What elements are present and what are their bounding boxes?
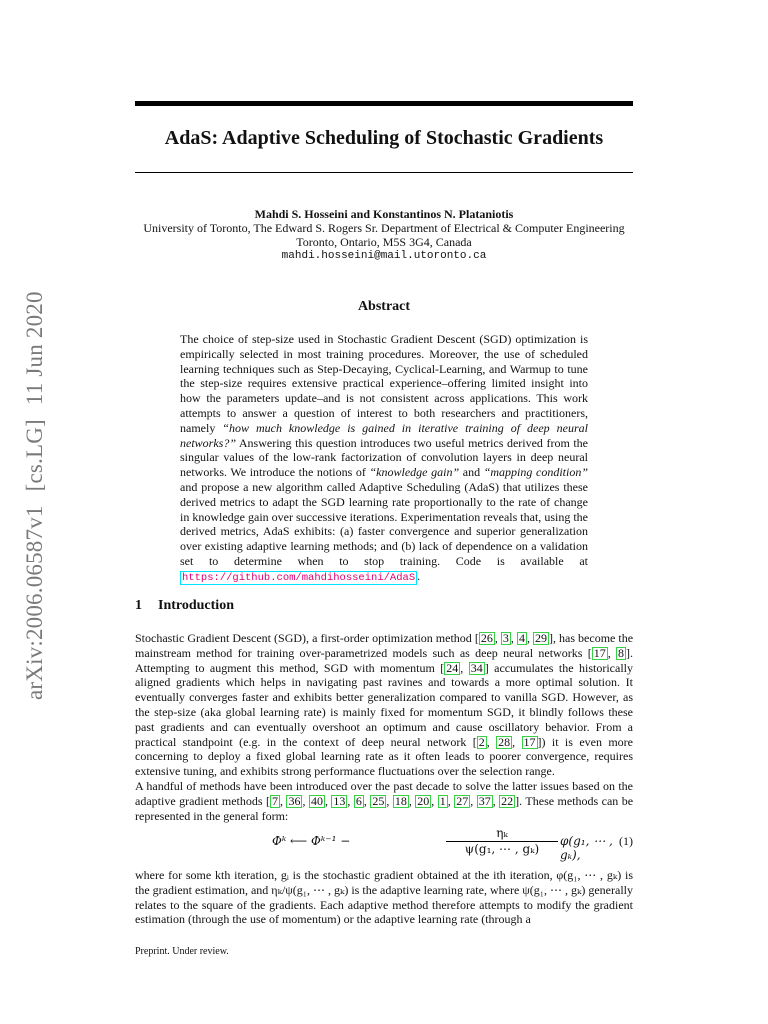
intro-paragraph-3: where for some kth iteration, gᵢ is the stochastic gradient obtained at the ith iteration, φ(g₁, ⋯ , gₖ) is the gradient estimation, and ηₖ/ψ(g₁, ⋯ , gₖ) is the adaptive learning rate, where ψ(g₁, ⋯ , gₖ) generally relates to the square of the gradients. Each adaptive method therefore attempts to modify the gradient estimation (through the use of momentum) or the adaptive learning rate (through a	[135, 868, 633, 927]
author-email[interactable]: mahdi.hosseini@mail.utoronto.ca	[281, 250, 487, 262]
equation-rhs: φ(g₁, ⋯ , gₖ),	[560, 834, 613, 862]
text-segment: Stochastic Gradient Descent (SGD), a first-order optimization method	[135, 631, 475, 645]
equation-1	[135, 826, 633, 860]
abstract-segment: .	[417, 568, 421, 583]
abstract-term-mapping-condition: “mapping condition”	[483, 465, 588, 480]
equation-lhs: Φᵏ ⟵ Φᵏ⁻¹ −	[272, 834, 351, 848]
citation-group: [ 24 , 34 ]	[440, 660, 489, 675]
text-segment: . These methods can be represented in the general form:	[135, 793, 634, 823]
citation-link[interactable]: 7	[272, 793, 279, 808]
page-footer: Preprint. Under review.	[135, 946, 229, 957]
arxiv-id[interactable]: arXiv:2006.06587v1	[22, 505, 47, 700]
affiliation-line-2: Toronto, Ontario, M5S 3G4, Canada	[296, 235, 472, 249]
abstract-segment: and	[459, 465, 484, 480]
equation-numerator: ηₖ	[446, 826, 558, 842]
citation-link[interactable]: 29	[534, 631, 547, 645]
citation-link[interactable]: 1	[439, 793, 446, 808]
citation-link[interactable]: 26	[480, 631, 493, 645]
text-segment: , has become the mainstream method for training over-parametrized models such as deep neural networks	[135, 631, 634, 660]
text-segment: ) it is even more concerning to deploy a fixed global learning rate as it often leads to poorer convergence, requires extensive tuning, and exhibits strong performance fluctuations over the selection range.	[135, 734, 634, 779]
citation-link[interactable]: 3	[502, 631, 509, 645]
title-rule-bottom	[135, 172, 633, 173]
citation-link[interactable]: 17	[523, 734, 536, 749]
citation-group: [ 17 , 8 ]	[587, 645, 630, 660]
citation-link[interactable]: 8	[618, 645, 624, 660]
arxiv-stamp[interactable]	[22, 291, 48, 700]
arxiv-date: 11 Jun 2020	[22, 291, 47, 406]
author-names: Mahdi S. Hosseini and Konstantinos N. Plataniotis	[254, 207, 514, 221]
citation-link[interactable]: 27	[456, 793, 469, 808]
abstract-segment: and propose a new algorithm called Adaptive Scheduling (AdaS) that utilizes these derived metrics to adapt the SGD learning rate proportionally to the rate of change in knowledge gain over successive iterations. Experimentation reveals that, using the derived metrics, AdaS exhibits: (a) faster convergence and superior generalization over existing adaptive learning methods; and (b) lack of dependence on a validation set to determine when to stop training. Code is available at	[180, 479, 588, 568]
citation-link[interactable]: 2	[478, 734, 485, 749]
citation-link[interactable]: 24	[446, 660, 459, 675]
arxiv-category: [cs.LG]	[22, 419, 47, 492]
citation-group: [ 2 , 28 , 17 ]	[472, 734, 542, 749]
section-heading	[135, 598, 234, 614]
abstract-question: “how much knowledge is gained in iterative training of deep neural networks?”	[180, 420, 588, 450]
citation-link[interactable]: 22	[501, 793, 514, 808]
title-rule-top	[135, 101, 633, 106]
citation-link[interactable]: 13	[333, 793, 346, 808]
citation-link[interactable]: 4	[518, 631, 525, 645]
intro-paragraph-1	[135, 631, 633, 779]
citation-link[interactable]: 6	[355, 793, 362, 808]
citation-link[interactable]: 25	[372, 793, 385, 808]
citation-link[interactable]: 34	[470, 660, 483, 675]
equation-number: (1)	[619, 834, 633, 848]
text-segment: accumulates the historically aligned gradients which helps in navigating past ravines and towards a more optimal solution. It eventually converges faster and exhibits better generalization compared to vanilla SGD. However, as the step-size (aka global learning rate) is mainly fixed for momentum SGD, it blindly follows these past gradients and can eventually overshoot an optimum and cause oscillatory behavior. From a practical standpoint (e.g. in the context of deep neural network	[135, 660, 634, 749]
equation-denominator: ψ(g₁, ⋯ , gₖ)	[464, 842, 540, 856]
citation-link[interactable]: 20	[417, 793, 430, 808]
text-segment: . Attempting to augment this method, SGD with momentum	[135, 645, 633, 675]
citation-group: [ 26 , 3 , 4 , 29 ]	[474, 631, 553, 645]
abstract-term-knowledge-gain: “knowledge gain”	[369, 465, 460, 480]
abstract-segment: Answering this question introduces two useful metrics derived from the singular values of the low-rank factorization of convolution layers in deep neural networks. We introduce the notions of	[180, 435, 588, 480]
citation-link[interactable]: 36	[288, 793, 301, 808]
citation-group: [ 7 , 36 , 40 , 13 , 6 , 25 , 18 , 20 , 1 , 27 , 37 , 22 ]	[266, 793, 520, 808]
section-title: Introduction	[158, 598, 234, 613]
abstract-heading: Abstract	[357, 299, 411, 314]
citation-link[interactable]: 28	[498, 734, 511, 749]
paper-title: AdaS: Adaptive Scheduling of Stochastic Gradients	[164, 127, 604, 149]
citation-link[interactable]: 40	[310, 793, 323, 808]
citation-link[interactable]: 37	[478, 793, 491, 808]
citation-link[interactable]: 18	[394, 793, 407, 808]
citation-link[interactable]: 17	[593, 645, 606, 660]
text-segment: A handful of methods have been introduced over the past decade to solve the latter issues based on the adaptive gradient methods	[135, 779, 633, 808]
abstract-text	[180, 332, 588, 585]
affiliation-line-1: University of Toronto, The Edward S. Rogers Sr. Department of Electrical & Computer Engineering	[143, 221, 625, 235]
abstract-segment: The choice of step-size used in Stochastic Gradient Descent (SGD) optimization is empirically selected in most training procedures. Moreover, the use of scheduled learning techniques such as Step-Decaying, Cyclical-Learning, and Warmup to tune the step-size requires extensive practical experience–offering limited insight into how the parameters update–and is not consistent across applications. This work attempts to answer a question of interest to both researchers and practitioners, namely	[180, 332, 588, 435]
section-number: 1	[135, 598, 142, 613]
equation-fraction	[446, 826, 558, 856]
code-link[interactable]: https://github.com/mahdihosseini/AdaS	[182, 571, 416, 584]
intro-paragraph-2	[135, 779, 633, 823]
author-block	[120, 207, 648, 263]
